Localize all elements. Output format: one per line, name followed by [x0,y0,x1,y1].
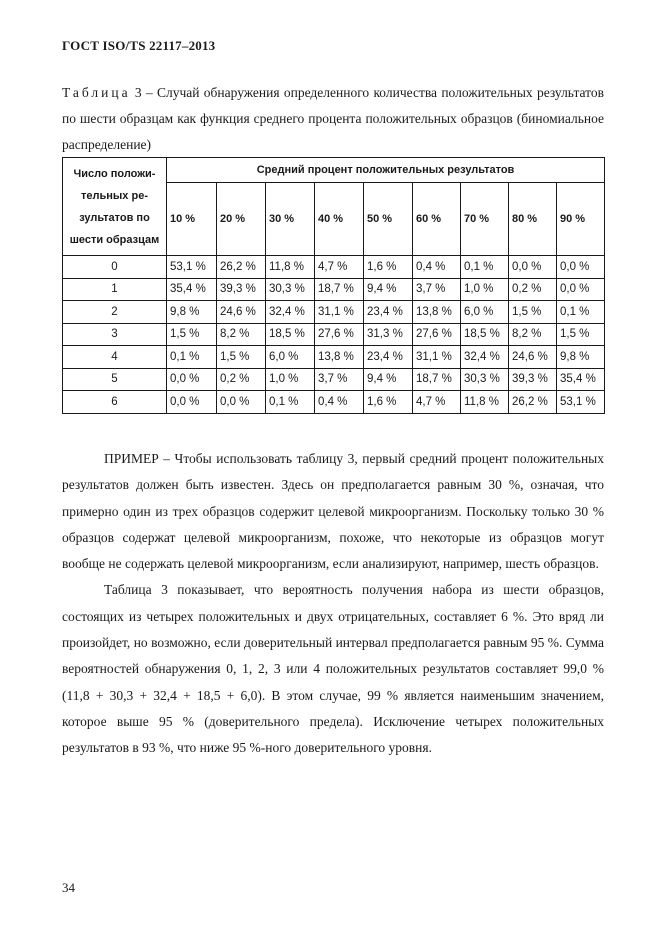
positive-count-cell: 2 [63,301,167,324]
positive-count-cell: 1 [63,278,167,301]
probability-cell: 9,4 % [364,278,413,301]
positive-count-cell: 5 [63,368,167,391]
example-paragraph: ПРИМЕР – Чтобы использовать таблицу 3, первый средний процент положительных результатов должен быть известен. Здесь он предполагается равным 30 %, означая, что примерно один из трех образцов содержит целевой микроорганизм. Поскольку только 30 % образцов содержат целевой микроорганизм, похоже, что некоторые из образцов могут вообще не содержать целевой микроорганизм, если анализируют, например, шесть образцов. [62,451,604,572]
table-row [63,323,605,346]
table-caption-label: Таблица [62,85,131,100]
probability-cell: 13,8 % [315,346,364,369]
probability-cell: 32,4 % [461,346,509,369]
probability-cell: 26,2 % [217,256,266,279]
probability-cell: 23,4 % [364,346,413,369]
probability-cell: 0,0 % [557,256,605,279]
probability-cell: 31,1 % [315,301,364,324]
probability-cell: 1,6 % [364,391,413,414]
probability-cell: 1,5 % [557,323,605,346]
probability-cell: 3,7 % [315,368,364,391]
probability-cell: 8,2 % [217,323,266,346]
probability-cell: 35,4 % [557,368,605,391]
probability-cell: 0,0 % [557,278,605,301]
probability-cell: 1,5 % [509,301,557,324]
body-text [62,446,604,762]
probability-cell: 1,0 % [461,278,509,301]
probability-cell: 0,4 % [413,256,461,279]
column-header-cell: 80 % [509,183,557,256]
probability-cell: 24,6 % [217,301,266,324]
probability-cell: 30,3 % [461,368,509,391]
positive-count-cell: 4 [63,346,167,369]
probability-cell: 35,4 % [167,278,217,301]
column-header-cell: 10 % [167,183,217,256]
positive-count-cell: 0 [63,256,167,279]
probability-cell: 4,7 % [413,391,461,414]
positive-count-cell: 3 [63,323,167,346]
probability-cell: 32,4 % [266,301,315,324]
probability-cell: 31,1 % [413,346,461,369]
table-row [63,391,605,414]
probability-cell: 6,0 % [461,301,509,324]
probability-cell: 9,8 % [557,346,605,369]
positive-count-cell: 6 [63,391,167,414]
probability-cell: 27,6 % [413,323,461,346]
probability-cell: 53,1 % [557,391,605,414]
probability-cell: 0,1 % [557,301,605,324]
column-header-cell: 20 % [217,183,266,256]
probability-cell: 6,0 % [266,346,315,369]
probability-cell: 0,4 % [315,391,364,414]
probability-cell: 0,1 % [266,391,315,414]
probability-cell: 23,4 % [364,301,413,324]
probability-cell: 39,3 % [509,368,557,391]
table-caption [62,80,604,158]
table-row [63,256,605,279]
explanation-paragraph: Таблица 3 показывает, что вероятность получения набора из шести образцов, состоящих из четырех положительных и двух отрицательных, составляет 6 %. Это вряд ли произойдет, но возможно, если доверительный интервал предполагается равным 95 %. Сумма вероятностей обнаружения 0, 1, 2, 3 или 4 положительных результатов составляет 99,0 % (11,8 + 30,3 + 32,4 + 18,5 + 6,0). В этом случае, 99 % является наименьшим значением, которое выше 95 % (доверительного предела). Исключение четырех положительных результатов в 93 %, что ниже 95 %-ного доверительного уровня. [62,582,604,756]
probability-cell: 1,6 % [364,256,413,279]
probability-cell: 0,2 % [509,278,557,301]
probability-cell: 18,7 % [315,278,364,301]
column-header-cell: 70 % [461,183,509,256]
table-body [63,256,605,414]
table-caption-text: – Случай обнаружения определенного количества положительных результатов по шести образцам как функция среднего процента положительных образцов (биномиальное распределение) [62,85,604,152]
probability-cell: 3,7 % [413,278,461,301]
probability-cell: 26,2 % [509,391,557,414]
probability-cell: 0,0 % [167,368,217,391]
table-caption-number: 3 [134,85,142,100]
column-header-cell: 30 % [266,183,315,256]
table-row [63,346,605,369]
probability-cell: 1,5 % [217,346,266,369]
column-header-cell: 90 % [557,183,605,256]
probability-cell: 18,7 % [413,368,461,391]
document-header: ГОСТ ISO/TS 22117–2013 [62,38,216,53]
probability-cell: 18,5 % [461,323,509,346]
group-header-cell: Средний процент положительных результатов [167,158,605,183]
probability-cell: 24,6 % [509,346,557,369]
probability-cell: 13,8 % [413,301,461,324]
column-header-cell: 40 % [315,183,364,256]
table-row [63,368,605,391]
probability-cell: 0,1 % [167,346,217,369]
probability-cell: 30,3 % [266,278,315,301]
probability-cell: 0,0 % [167,391,217,414]
probability-cell: 53,1 % [167,256,217,279]
probability-cell: 0,2 % [217,368,266,391]
probability-cell: 9,4 % [364,368,413,391]
probability-cell: 0,0 % [217,391,266,414]
column-header-cell: 60 % [413,183,461,256]
table-row [63,278,605,301]
probability-cell: 9,8 % [167,301,217,324]
probability-cell: 1,5 % [167,323,217,346]
probability-cell: 27,6 % [315,323,364,346]
probability-cell: 0,0 % [509,256,557,279]
probability-cell: 11,8 % [461,391,509,414]
probability-cell: 18,5 % [266,323,315,346]
probability-cell: 8,2 % [509,323,557,346]
probability-cell: 31,3 % [364,323,413,346]
probability-cell: 39,3 % [217,278,266,301]
probability-cell: 0,1 % [461,256,509,279]
row-header-cell: Число положи-тельных ре-зультатов по шести образцам [63,158,167,256]
probability-cell: 4,7 % [315,256,364,279]
page-number: 34 [62,880,75,895]
probability-cell: 11,8 % [266,256,315,279]
probability-table [62,157,605,414]
table-row [63,301,605,324]
column-header-cell: 50 % [364,183,413,256]
probability-cell: 1,0 % [266,368,315,391]
